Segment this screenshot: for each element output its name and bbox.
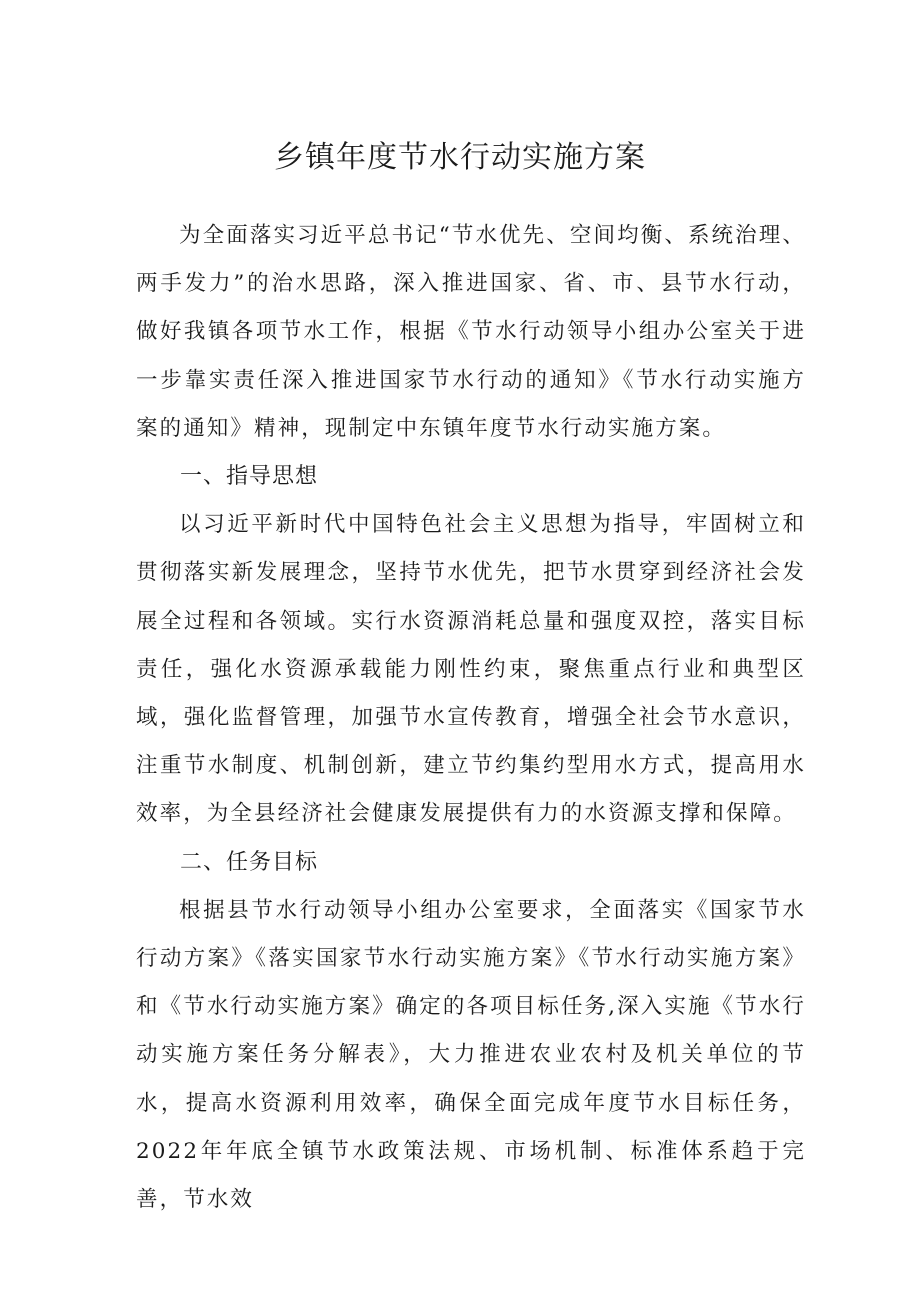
document-title: 乡镇年度节水行动实施方案 [274,140,646,175]
section-heading-guiding-ideology: 一、指导思想 [180,464,319,490]
document-body [136,212,806,1224]
intro-paragraph: 为全面落实习近平总书记“节水优先、空间均衡、系统治理、两手发力”的治水思路，深入推进国家、省、市、县节水行动，做好我镇各项节水工作，根据《节水行动领导小组办公室关于进一步靠实责任深入推进国家节水行动的通知》《节水行动实施方案的通知》精神，现制定中东镇年度节水行动实施方案。 [136,223,806,441]
section-heading-task-goals: 二、任务目标 [180,849,319,875]
section-paragraph-task-goals: 根据县节水行动领导小组办公室要求，全面落实《国家节水行动方案》《落实国家节水行动实施方案》《节水行动实施方案》和《节水行动实施方案》确定的各项目标任务,深入实施《节水行动实施方案任务分解表》，大力推进农业农村及机关单位的节水，提高水资源利用效率，确保全面完成年度节水目标任务，2022年年底全镇节水政策法规、市场机制、标准体系趋于完善，节水效 [136,897,806,1213]
section-paragraph-guiding-ideology: 以习近平新时代中国特色社会主义思想为指导，牢固树立和贯彻落实新发展理念，坚持节水优先，把节水贯穿到经济社会发展全过程和各领域。实行水资源消耗总量和强度双控，落实目标责任，强化水资源承载能力刚性约束，聚焦重点行业和典型区域，强化监督管理，加强节水宣传教育，增强全社会节水意识，注重节水制度、机制创新，建立节约集约型用水方式，提高用水效率，为全县经济社会健康发展提供有力的水资源支撑和保障。 [136,512,806,827]
